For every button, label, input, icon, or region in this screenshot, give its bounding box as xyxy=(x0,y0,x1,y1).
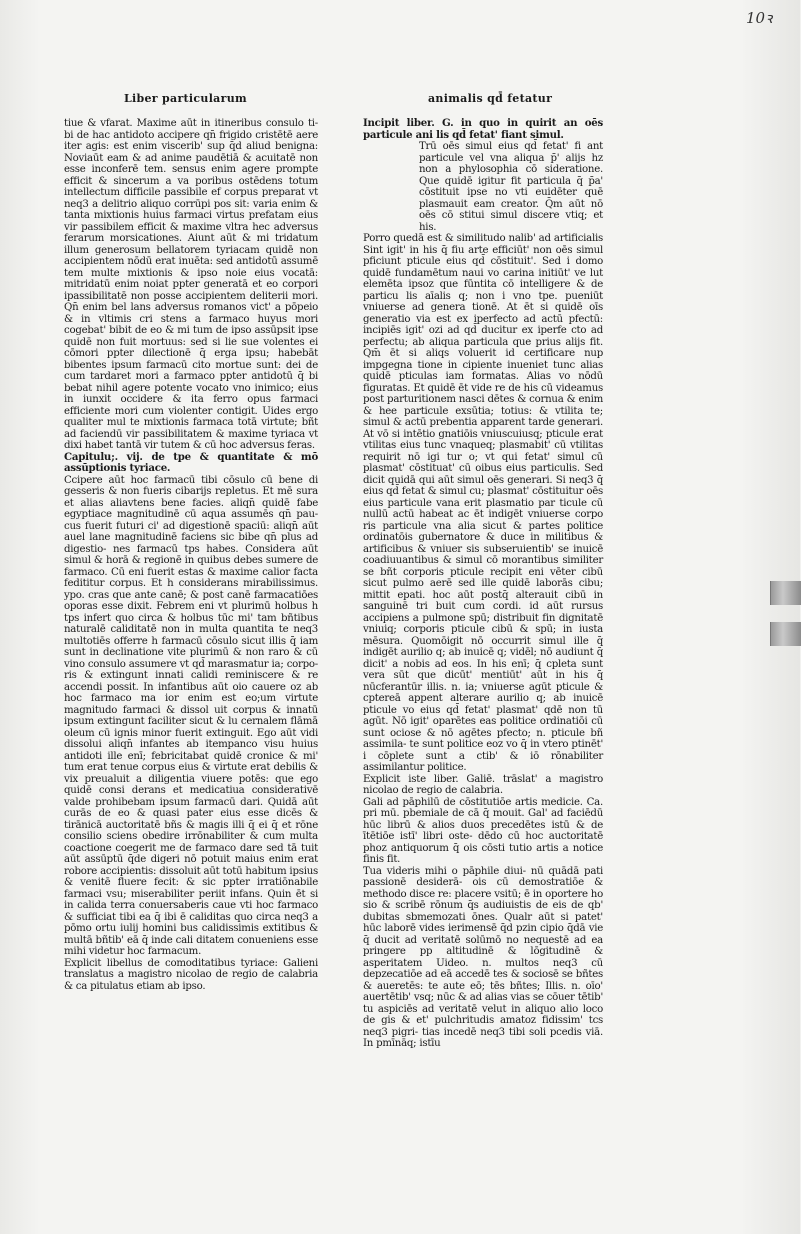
page-edge-tab-lower xyxy=(770,622,801,646)
left-column-paragraph: Explicit libellus de comoditatibus tyriace: Galieni translatus a magistro nicolao de regio de calabria & ca pitulatus etiam ab ipso. xyxy=(64,957,318,992)
right-column-paragraph: Porro quedā est & similitudo nalib' ad artificialis Sint igit' in his q̄ fiu arte efficiūt' non oēs simul pficiunt pticule eius qd̄ cōstituit'. Sed i domo quidē fundamētum naui vo carina initiūt' ve lut elemēta ipsoz que fūntita cō intelligere & de particu lis aīalis q; non i vno tpe. pueniūt vniuerse ad genera tionē. At ēt si quidē oīs generatio via est ex iperfecto ad actū pfectū: incipiēs igit' ozi ad qd̄ ducitur ex iperfe cto ad perfectu; ab aliqua particula que prius alijs fit. Qm̄ ēt si aliqs voluerit id certificare nup impgegna tione in cipiente inueniet tunc alias quidē pticulas iam formatas. Alias vo nōdū figuratas. Et quidē ēt vide re de his cū videamus post parturitionem nasci dētes & cornua & enim & hee particule exsūtia; totius: & vtilita te; simul & actū prebentia apparent tarde generari. At vō si intētio gnatiōis vniuscuiusq; pticule erat vtilitas eius tunc vnaqueq; plasmabit' cū vtilitas requirit nō igi tur o; vt qui fetat' simul cū plasmat' cōstituat' cū oibus eius particulis. Sed dicit quidā qui aūt simul oēs generari. Si neq3 q̄ eius qd̄ fetat & simul cu; plasmat' cōstituitur oēs eius particule vana erit plasmatio par ticule cū nullū actū habeat ac ēt indigēt vniuerse corpo ris particule vna alia sicut & partes politice ordinatōis gubernatore & duce in militibus & artificibus & vniuer sis subseruientib' se inuicē coadiuuantibus & simul cō morantibus similiter se bñt corporis pticule recipit eni vēter cibū sicut pulmo aerē sed ille quidē laborās cibu; mittit epati. hoc aūt postq̄ alterauit cibū in sanguinē tri buit cum cordi. id aūt rursus accipiens a pulmone spū; distribuit fin dignitatē vniuiq; corporis pticule cibū & spū; in iusta mēsura. Quomōigit nō occurrit simul ille q̄ indigēt aurilio q; ab inuicē q; vidēl; nō audiunt q̄ dicit' a nobis ad eos. In his enī; q̄ cpleta sunt vera sūt que dicūt' mentiūt' aūt in his q̄ nūcferantūr illis. n. ia; vniuerse agūt pticule & cptereā appent alterare aurilio q; ab inuicē pticule vo eius qd̄ fetat' plasmat' qdē non tū agūt. Nō igit' oparētes eas politice ordinatiōi cū sunt ociose & nō agētes pfecto; n. pticule bñ assimila- te sunt politice eoz vo q̄ in vtero ptinēt' i cōplete sunt a ctib' & iō rōnabiliter assimilantur politice. xyxy=(363,233,603,773)
right-text-column xyxy=(363,118,603,1118)
right-column-paragraph: Incipit liber. G. in quo in quirit an oēs particule ani lis qd̄ fetat' fiant simul. xyxy=(363,117,603,141)
left-column-paragraph: Capitulu;. vij. de tpe & quantitate & mō assūptionis tyriace. xyxy=(64,450,318,474)
left-column-paragraph: Ccipere aūt hoc farmacū tibi cōsulo cū bene di gesseris & non fueris cibarijs repletus. Et mē sura et alias aliavtens bene facies. aliqn̄ quidē fabe egyptiace magnitudinē cū aqua assumēs qn̄ pau- cus fuerit futuri ci' ad digestionē spaciū: aliqn̄ aūt auel lane magnitudinē faciens sic bibe qn̄ plus ad digestio- nes farmacū tps habes. Considera aūt simul & horā & regionē in quibus debes sumere de farmaco. Cū eni fuerit estas & maxime calior facta fedititur corpus. Et h considerans mirabilissimus. ypo. cras que ante canē; & post canē farmacatiōes oporas esse dixit. Febrem eni vt plurimū holbus h tps infert quo circa & holbus tūc mi' tam bñtibus naturalē caliditatē non in multa quantita te neq3 multotiēs offerre h farmacū cōsulo sicut illis q̄ iam sunt in declinatione vite plurimū & non raro & cū vino consulo assumere vt qd̄ marasmatur ia; corpo- ris & extingunt innati calidi reminiscere & re accendi possit. In infantibus aūt oio cauere oz ab hoc farmaco ma ior enim est eo;um virtute magnitudo farmaci & dissol uit corpus & innatū ipsum extingunt faciliter sicut & lu cernalem flāmā oleum cū ignis minor fuerit extinguit. Ego aūt vidi dissolui aliqn̄ infantes ab itempanco visu huius antidoti ille enī; febricitabat quidē cronice & mi' tum erat tenue corpus eius & virtute erat debilis & vix preualuit a diligentia viuere potēs: que ego quidē consi derans et medicatiua considerativē valde prohibebam ipsum farmacū dari. Quidā aūt curās de eo & quasi pater eius esse dicēs & tirānicā auctoritatē bñs & magis illi q̄ ei q̄ et rōne consilio sciens obedire irrōnabiliter & cum multa coactione coegerit me de farmaco dare sed tā tuit aūt assūptū q̄de digeri nō potuit maius enim erat robore accipientis: dissoluit aūt totū habitum ipsius & venitē fluere fecit: & sic ppter irratiōnabile farmaci vsu; miserabiliter periit infans. Quin ēt si in calida terra conuersaberis caue vti hoc farmaco & sufficiat tibi ea q̄ ibi ē caliditas quo circa neq3 a pōmo ortu iulij homini bus calidissimis extitibus & multā bñtib' eā q̄ inde cali ditatem conueniens esse mihi videtur hoc farmacum. xyxy=(64,474,318,957)
running-head-left: Liber particularum xyxy=(124,92,247,105)
page-edge-tab-upper xyxy=(770,581,801,605)
folio-number: 10ꝛ xyxy=(746,9,773,27)
right-column-paragraph: Explicit iste liber. Galiē. trāslat' a magistro nicolao de regio de calabria. xyxy=(363,773,603,796)
right-column-paragraph: Gali ad pāphilū de cōstitutiōe artis medicie. Ca. pri mū. pbemiale de cā q̄ mouit. Gal' ad faciēdū hūc librū & alios duos precedētes istū & de ītētiōe istī' libri oste- dēdo cū hoc auctoritatē phoz antiquorum q̄ ois cōsti tutio artis a notice finis fit. xyxy=(363,796,603,865)
left-text-column xyxy=(64,118,318,992)
running-head-right: animalis qd̄ fetatur xyxy=(428,92,553,105)
right-column-paragraph: Trū oēs simul eius qd̄ fetat' fi ant particule vel vna aliqua p̄' alijs hz non a phylosophia cō sideratione. Que quidē igitur fit particula q̄ p̄a' cōstituit ipse no vti euidēter quē plasmauit eam creator. Q̄m aūt nō oēs cō stitui simul discere vtiq; et his. xyxy=(419,141,603,233)
right-column-paragraph: Tua videris mihi o pāphile diui- nū quādā pati passionē desiderā- ois cū demostratiōe & methodo disce re: placere vsitū; ē in oportere ho sio & scribē rōnum q̄s audiuistis de eis de qb' dubitas sbmemozati ōnes. Qualr aūt si patet' hūc laborē vides ierimensē q̄d pzin cipio q̄dā vie q̄ ducit ad veritatē solūmō no nequestē ad ea pringere pp altitudinē & lōgitudinē & asperitatem Uideo. n. multos neq3 cū depzecatiōe ad eā accedē tes & sociosē se bñtes & aueretēs: te aute eō; tēs bñtes; Illis. n. oīo' auertētib' vsq; nūc & ad alias vias se cōuer tētib' tu aspiciēs ad veritatē velut in aliquo alio loco de gis & et' pulchritudis amatoz fidissim' tcs neq3 pigri- tias incedē neq3 tibi soli pcedis viā. In pmīnāq; istīu xyxy=(363,865,603,1049)
left-column-paragraph: tiue & vfarat. Maxime aūt in itineribus consulo ti- bi de hac antidoto accipere qn̄ frigido cristētē aere iter agis: est enim viscerib' sup q̄d aliud benigna: Noviaūt eam & ad anime paudētiā & acuitatē non esse inconferē tem. sensus enim agere prompte efficit & sincerum a va poribus ostēdens totum intellectum difficile passibile ef corpus preparat vt neq3 a delitrio aliquo corrūpi pos sit: varia enim & tanta mixtionis huius farmaci virtus prefatam eius vir passibilem efficit & maxime vltra hec adversus ferarum morsicationes. Aiunt aūt & mi tridatum illum generosum bellatorem tyriacam quidē non accipientem nōdū erat inuēta: sed antidotū assumē tem multe mixtionis & ipso noie eius vocatā: mitridatū enim noiat ppter generatā et eo corpori ipassibilitatē non posse accipientem deliterii mori. Qn̄ enim bel lans adversus romanos vict' a pōpeio & in vltimis cri stens a farmaco huyus mori cogebat' bibit de eo & mi tum de ipso assūpsit ipse quidē non fuit mortuus: sed si lie sue volentes ei cōmori ppter dilectionē q̄ erga ipsu; habebāt bibentes ipsum farmacū cito mortue sunt: dei de cum tardaret mori a farmaco ppter antidotū q̄ bi bebat nihil agere potente vocato vno inimico; eius in iunxit occidere & ita ferro opus farmaci efficiente mori cum violenter contigit. Uides ergo qualiter mul te mixtionis farmaca totā virtute; bñt ad faciendū vir passibilitatem & maxime tyriaca vt dixi habet tantā vir tutem & cū hoc adversus feras. xyxy=(64,118,318,451)
